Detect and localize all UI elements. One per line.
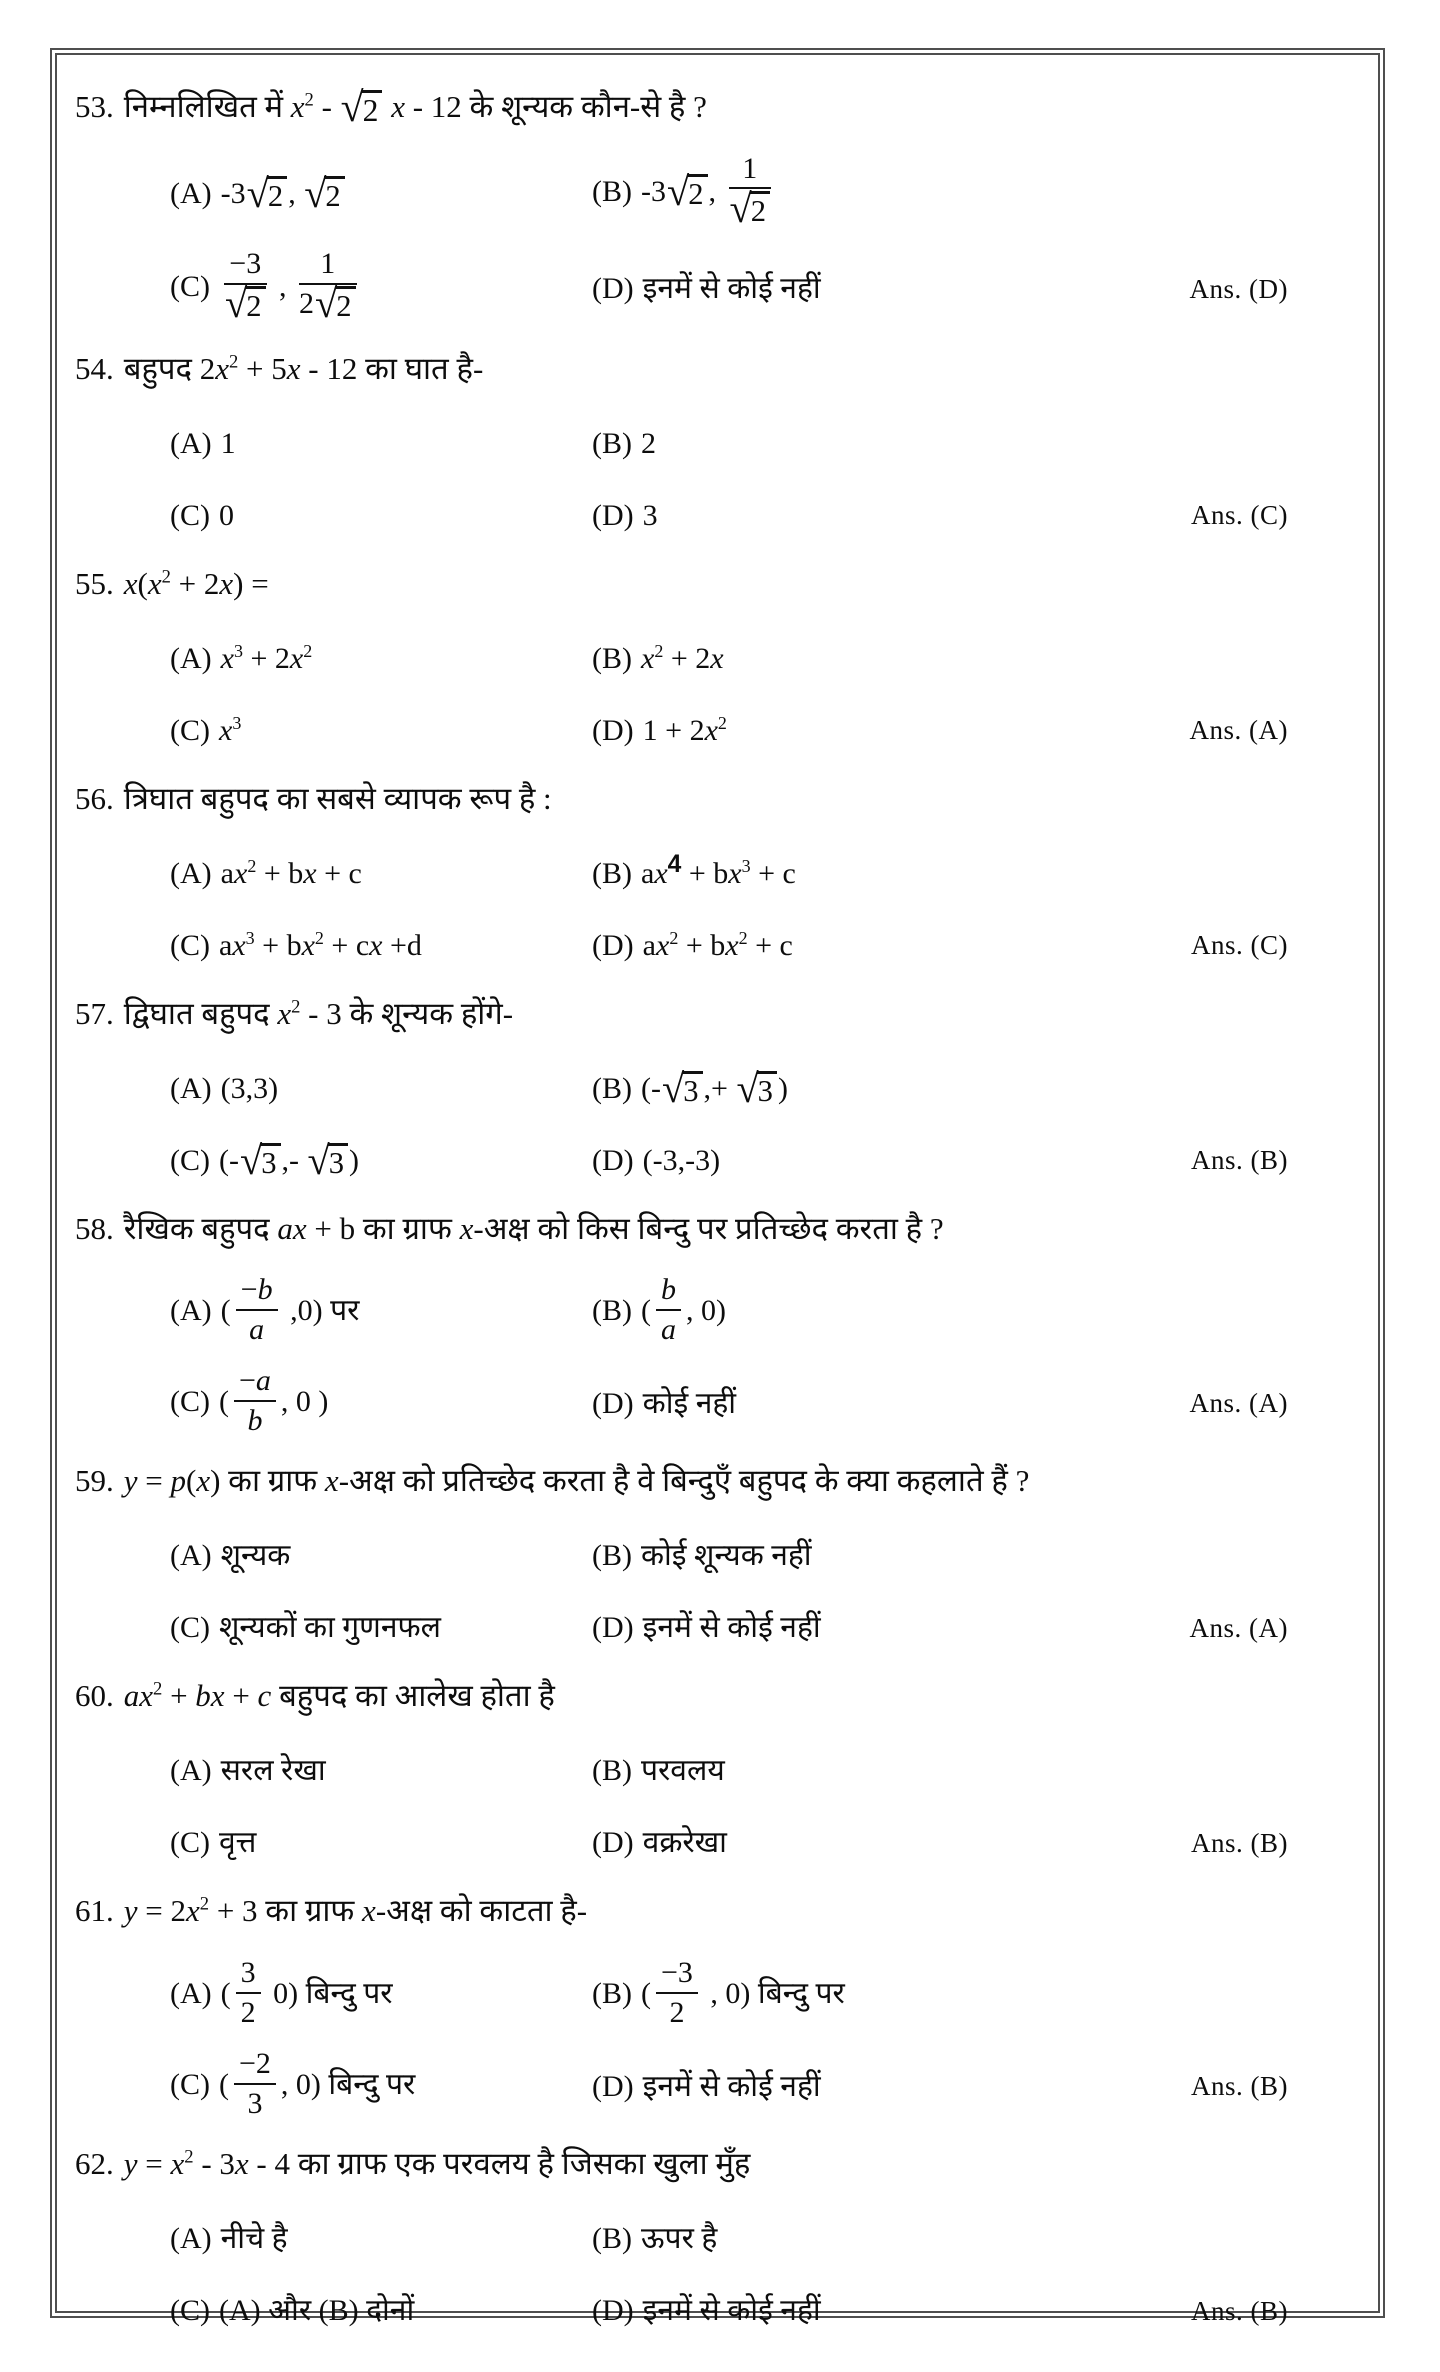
options-row-2 xyxy=(75,920,1336,972)
option-d-label: (D) xyxy=(592,498,634,532)
square-root: √ 3 xyxy=(308,1143,349,1179)
question-number: 54. xyxy=(75,350,114,386)
option-d-content: इनमें से कोई नहीं xyxy=(642,2069,821,2103)
option-d xyxy=(592,2290,1191,2332)
option-d xyxy=(592,1140,1191,1182)
option-c-content: वृत्त xyxy=(219,1826,257,1860)
option-b-label: (B) xyxy=(592,1754,632,1788)
option-d-label: (D) xyxy=(592,1386,634,1420)
option-b xyxy=(592,151,1336,231)
question-text: बहुपद $2x^2 + 5x - 12$ का घात है- xyxy=(123,350,484,386)
options-row-1 xyxy=(75,1956,1336,2031)
options-row-1 xyxy=(75,1745,1336,1797)
fraction: $\frac{-2}{3}$ xyxy=(234,2048,276,2119)
question-stem xyxy=(75,347,1336,392)
fraction: 1 √ 2 xyxy=(729,153,772,228)
option-d-content: वक्ररेखा xyxy=(642,1826,727,1860)
question-number: 58. xyxy=(75,1210,114,1246)
option-b-label: (B) xyxy=(592,641,632,675)
fraction: $\frac{b}{a}$ xyxy=(656,1274,681,1345)
question-text: द्विघात बहुपद $x^2 - 3$ के शून्यक होंगे- xyxy=(123,995,514,1031)
option-b-label: (B) xyxy=(592,1293,632,1327)
question-text: निम्नलिखित में $x^2$ - √ 2 x - 12 के शून्यक कौन-से है ? xyxy=(123,84,707,131)
square-root: √ 2 xyxy=(225,286,266,322)
option-d xyxy=(592,710,1190,752)
question-53 xyxy=(75,85,1336,327)
option-c-content: (- √ 3 ,- √ 3 ) xyxy=(219,1137,360,1183)
fraction: −3 √ 2 xyxy=(224,248,267,323)
question-number: 60. xyxy=(75,1678,114,1714)
option-b xyxy=(592,638,1336,680)
option-b-content: ( $\frac{-3}{2}$ , 0) बिन्दु पर xyxy=(641,1956,845,2029)
question-number: 56. xyxy=(75,780,114,816)
option-d-content: इनमें से कोई नहीं xyxy=(642,1611,821,1645)
options-row-2 xyxy=(75,1602,1336,1654)
option-b-label: (B) xyxy=(592,426,632,460)
question-56 xyxy=(75,777,1336,972)
option-b-content: $x^2 + 2x$ xyxy=(641,640,724,675)
question-text: $x(x^2 + 2x)$ = xyxy=(123,565,269,601)
option-a-content: $ax^2$ + bx + c xyxy=(220,855,362,890)
question-number: 62. xyxy=(75,2146,114,2182)
option-c-content: (A) और (B) दोनों xyxy=(219,2294,415,2328)
question-number: 55. xyxy=(75,565,114,601)
option-a xyxy=(170,1956,592,2031)
option-d-label: (D) xyxy=(592,2069,634,2103)
option-a-content: ( $\frac{-b}{a}$ ,0) पर xyxy=(220,1273,360,1346)
option-a-label: (A) xyxy=(170,176,212,210)
option-c-label: (C) xyxy=(170,1611,210,1645)
question-58 xyxy=(75,1207,1336,1440)
question-stem xyxy=(75,562,1336,607)
option-c xyxy=(170,1137,592,1183)
option-a xyxy=(170,170,592,216)
option-c xyxy=(170,1607,592,1649)
question-number: 61. xyxy=(75,1893,114,1929)
options-row-1 xyxy=(75,1063,1336,1115)
option-b-content: -3 √ 2 , 1 √ 2 xyxy=(641,175,776,208)
fraction: 1 2 √ 2 xyxy=(299,248,357,323)
option-d-content: $ax^2 + bx^2 + c$ xyxy=(642,927,793,962)
option-a xyxy=(170,1535,592,1577)
question-stem xyxy=(75,1459,1336,1504)
option-d xyxy=(592,2066,1191,2108)
option-d xyxy=(592,1822,1191,1864)
option-a xyxy=(170,2218,592,2260)
option-c-label: (C) xyxy=(170,269,210,303)
option-c-content: शून्यकों का गुणनफल xyxy=(219,1611,441,1645)
option-a-label: (A) xyxy=(170,1539,212,1573)
option-b xyxy=(592,1065,1336,1111)
option-a xyxy=(170,1750,592,1792)
option-d-label: (D) xyxy=(592,1143,634,1177)
question-stem xyxy=(75,1207,1336,1252)
option-a-content: सरल रेखा xyxy=(220,1754,326,1788)
options-row-1 xyxy=(75,1530,1336,1582)
option-b-content: परवलय xyxy=(641,1754,725,1788)
option-c xyxy=(170,925,592,967)
question-paper-content xyxy=(57,55,1378,2337)
square-root: √ 3 xyxy=(736,1071,777,1107)
option-a xyxy=(170,1068,592,1110)
question-57 xyxy=(75,992,1336,1187)
options-row-2 xyxy=(75,490,1336,542)
square-root: √ 3 xyxy=(240,1143,281,1179)
question-number: 59. xyxy=(75,1463,114,1499)
options-row-2 xyxy=(75,1364,1336,1439)
option-d-label: (D) xyxy=(592,928,634,962)
question-54 xyxy=(75,347,1336,542)
option-d-content: इनमें से कोई नहीं xyxy=(642,2294,821,2328)
option-b-label: (B) xyxy=(592,1071,632,1105)
option-c-content: −3 √ 2 , 1 2 √ 2 xyxy=(219,270,362,303)
square-root: √ 2 xyxy=(341,90,383,127)
options-row-1 xyxy=(75,151,1336,231)
answer-label: Ans. (C) xyxy=(1191,930,1288,961)
question-number: 53. xyxy=(75,89,114,124)
option-d-content: कोई नहीं xyxy=(642,1386,737,1420)
option-b-label: (B) xyxy=(592,174,632,208)
option-c-content: ( $\frac{-2}{3}$ , 0) बिन्दु पर xyxy=(219,2047,416,2120)
option-c-label: (C) xyxy=(170,2294,210,2328)
option-a-content: $x^3 + 2x^2$ xyxy=(220,640,313,675)
option-b xyxy=(592,1273,1336,1348)
option-c-content: 0 xyxy=(219,498,234,532)
option-c-label: (C) xyxy=(170,928,210,962)
option-b-content: 2 xyxy=(641,426,656,460)
fraction: $\frac{-3}{2}$ xyxy=(656,1957,698,2028)
answer-label: Ans. (C) xyxy=(1191,500,1288,531)
question-stem xyxy=(75,85,1336,130)
option-c-label: (C) xyxy=(170,2067,210,2101)
question-60 xyxy=(75,1674,1336,1869)
answer-label: Ans. (B) xyxy=(1191,2071,1288,2102)
question-stem xyxy=(75,2142,1336,2187)
question-stem xyxy=(75,992,1336,1037)
option-c-label: (C) xyxy=(170,498,210,532)
option-b-label: (B) xyxy=(592,856,632,890)
option-c xyxy=(170,495,592,537)
option-a xyxy=(170,853,592,895)
square-root: √ 2 xyxy=(315,286,356,322)
option-a-label: (A) xyxy=(170,426,212,460)
option-b-content: ( $\frac{b}{a}$ , 0) xyxy=(641,1273,726,1346)
option-b-content: कोई शून्यक नहीं xyxy=(641,1539,812,1573)
options-row-2 xyxy=(75,2047,1336,2122)
option-b-content: (- √ 3 ,+ √ 3 ) xyxy=(641,1065,788,1111)
options-row-2 xyxy=(75,705,1336,757)
options-row-2 xyxy=(75,2285,1336,2337)
fraction: $\frac{3}{2}$ xyxy=(236,1957,261,2028)
option-a-content: 1 xyxy=(220,426,236,460)
square-root: √ 2 xyxy=(730,191,771,227)
option-c-content: ( $\frac{-a}{b}$ , 0 ) xyxy=(219,1364,329,1437)
option-d xyxy=(592,268,1190,310)
option-d-content: (-3,-3) xyxy=(642,1143,721,1177)
square-root: √ 2 xyxy=(247,176,288,212)
question-text: त्रिघात बहुपद का सबसे व्यापक रूप है : xyxy=(123,780,552,816)
option-a-label: (A) xyxy=(170,856,212,890)
square-root: √ 2 xyxy=(304,176,345,212)
question-55 xyxy=(75,562,1336,757)
question-61 xyxy=(75,1889,1336,2122)
option-c xyxy=(170,2290,592,2332)
option-d xyxy=(592,925,1191,967)
options-row-1 xyxy=(75,848,1336,900)
option-b xyxy=(592,423,1336,465)
option-a-content: नीचे है xyxy=(220,2222,288,2256)
option-a xyxy=(170,638,592,680)
options-row-1 xyxy=(75,2213,1336,2265)
option-d-content: 3 xyxy=(642,498,658,532)
option-b xyxy=(592,2218,1336,2260)
question-62 xyxy=(75,2142,1336,2337)
options-row-2 xyxy=(75,247,1336,327)
question-number: 57. xyxy=(75,995,114,1031)
option-d-content: $1 + 2x^2$ xyxy=(642,712,727,747)
options-row-1 xyxy=(75,418,1336,470)
option-c-label: (C) xyxy=(170,1826,210,1860)
question-text: $y = 2x^2 + 3$ का ग्राफ x-अक्ष को काटता है- xyxy=(123,1893,588,1929)
option-d-label: (D) xyxy=(592,1826,634,1860)
fraction: $\frac{-a}{b}$ xyxy=(234,1365,276,1436)
option-b-content: $ax^4 + bx^3 + c$ xyxy=(641,850,796,890)
answer-label: Ans. (B) xyxy=(1191,2295,1288,2326)
question-stem xyxy=(75,1889,1336,1934)
option-c xyxy=(170,2047,592,2122)
option-a-label: (A) xyxy=(170,1071,212,1105)
option-b xyxy=(592,1956,1336,2031)
option-b xyxy=(592,1750,1336,1792)
option-b-content: ऊपर है xyxy=(641,2222,718,2256)
option-a-label: (A) xyxy=(170,1293,212,1327)
page-border xyxy=(50,48,1385,2328)
option-a-content: -3 √ 2 , √ 2 xyxy=(221,177,346,210)
option-d-label: (D) xyxy=(592,272,634,306)
option-a-label: (A) xyxy=(170,1976,212,2010)
question-59 xyxy=(75,1459,1336,1654)
square-root: √ 2 xyxy=(667,174,708,210)
option-c-label: (C) xyxy=(170,1143,210,1177)
fraction: $\frac{-b}{a}$ xyxy=(236,1274,278,1345)
option-b-label: (B) xyxy=(592,2222,632,2256)
option-c-label: (C) xyxy=(170,1384,210,1418)
option-d-content: इनमें से कोई नहीं xyxy=(642,272,821,306)
option-b xyxy=(592,1535,1336,1577)
option-a-content: ( $\frac{3}{2}$ 0) बिन्दु पर xyxy=(220,1956,393,2029)
option-a-label: (A) xyxy=(170,2222,212,2256)
answer-label: Ans. (A) xyxy=(1189,1388,1288,1419)
question-stem xyxy=(75,1674,1336,1719)
option-d-label: (D) xyxy=(592,2294,634,2328)
option-b-label: (B) xyxy=(592,1539,632,1573)
answer-label: Ans. (B) xyxy=(1191,1145,1288,1175)
option-d xyxy=(592,1607,1190,1649)
question-text: $ax^2$ + bx + c बहुपद का आलेख होता है xyxy=(123,1678,555,1714)
answer-label: Ans. (B) xyxy=(1191,1827,1288,1858)
option-b-label: (B) xyxy=(592,1976,632,2010)
question-text: रैखिक बहुपद ax + b का ग्राफ x-अक्ष को किस बिन्दु पर प्रतिच्छेद करता है ? xyxy=(123,1210,944,1246)
option-c-content: $x^3$ xyxy=(219,712,242,747)
option-d xyxy=(592,1383,1190,1425)
option-c-label: (C) xyxy=(170,713,210,747)
option-c xyxy=(170,247,592,327)
option-a xyxy=(170,1273,592,1348)
options-row-1 xyxy=(75,1273,1336,1348)
option-a xyxy=(170,423,592,465)
options-row-2 xyxy=(75,1817,1336,1869)
answer-label: Ans. (A) xyxy=(1189,715,1288,746)
option-a-label: (A) xyxy=(170,641,212,675)
question-text: $y = x^2 - 3x - 4$ का ग्राफ एक परवलय है जिसका खुला मुँह xyxy=(123,2146,751,2182)
option-c xyxy=(170,1364,592,1439)
option-c xyxy=(170,1822,592,1864)
option-d-label: (D) xyxy=(592,713,634,747)
option-c xyxy=(170,710,592,752)
options-row-2 xyxy=(75,1135,1336,1187)
option-a-label: (A) xyxy=(170,1754,212,1788)
option-c-content: $ax^3 + bx^2$ + cx +d xyxy=(219,927,422,962)
answer-label: Ans. (A) xyxy=(1189,1612,1288,1643)
option-d-label: (D) xyxy=(592,1611,634,1645)
question-stem xyxy=(75,777,1336,822)
question-text: y = p(x) का ग्राफ x-अक्ष को प्रतिच्छेद करता है वे बिन्दुएँ बहुपद के क्या कहलाते हैं ? xyxy=(123,1463,1030,1499)
square-root: √ 3 xyxy=(662,1071,703,1107)
answer-label: Ans. (D) xyxy=(1189,273,1288,304)
option-b xyxy=(592,850,1336,895)
option-a-content: (3,3) xyxy=(220,1071,279,1105)
option-a-content: शून्यक xyxy=(220,1539,291,1573)
options-row-1 xyxy=(75,633,1336,685)
option-d xyxy=(592,495,1191,537)
